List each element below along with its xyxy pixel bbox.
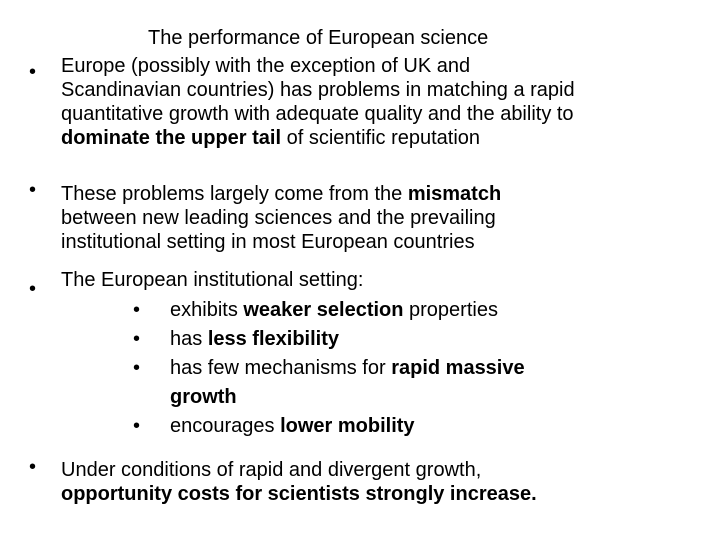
sub-bullet-text-3-cont	[170, 385, 690, 409]
text-line	[61, 126, 701, 150]
emphasis-text: less flexibility	[207, 328, 339, 350]
bullet-marker-2: •	[29, 179, 37, 201]
sub-bullet-text-3	[170, 356, 690, 380]
sub-bullet-marker-1: •	[133, 299, 141, 321]
emphasis-text: growth	[170, 386, 237, 408]
emphasis-text: weaker selection	[243, 299, 404, 321]
bullet-marker-1: •	[29, 61, 37, 83]
text-line	[61, 182, 701, 206]
bullet-text-2	[61, 182, 701, 254]
text-line: Europe (possibly with the exception of UK and	[61, 55, 471, 77]
text-span: exhibits	[170, 299, 244, 321]
text-span: encourages	[170, 415, 281, 437]
text-line: between new leading sciences and the prevailing	[61, 207, 496, 229]
emphasis-text: lower mobility	[280, 415, 415, 437]
text-line	[61, 482, 701, 506]
text-span: has few mechanisms for	[170, 357, 392, 379]
text-line: Under conditions of rapid and divergent growth,	[61, 459, 482, 481]
text-span: properties	[403, 299, 498, 321]
sub-bullet-text-4	[170, 414, 690, 438]
bullet-marker-4: •	[29, 456, 37, 478]
text-span: These problems largely come from the	[61, 183, 408, 205]
emphasis-text: rapid massive	[391, 357, 525, 379]
sub-bullet-text-2	[170, 327, 690, 351]
emphasis-text: opportunity costs for scientists strongly increase.	[61, 483, 537, 505]
sub-bullet-text-1	[170, 298, 690, 322]
emphasis-text: mismatch	[407, 183, 502, 205]
sub-bullet-marker-4: •	[133, 415, 141, 437]
sub-bullet-marker-3: •	[133, 357, 141, 379]
text-span: of scientific reputation	[281, 127, 481, 149]
bullet-text-1	[61, 54, 701, 150]
bullet-text-3: The European institutional setting:	[61, 269, 364, 291]
text-line: Scandinavian countries) has problems in matching a rapid	[61, 79, 575, 101]
bullet-marker-3: •	[29, 278, 37, 300]
bullet-text-4	[61, 458, 701, 506]
slide-title: The performance of European science	[148, 27, 489, 49]
emphasis-text: dominate the upper tail	[61, 127, 282, 149]
text-line: institutional setting in most European countries	[61, 231, 475, 253]
text-line: quantitative growth with adequate quality and the ability to	[61, 103, 574, 125]
sub-bullet-marker-2: •	[133, 328, 141, 350]
text-span: has	[170, 328, 208, 350]
